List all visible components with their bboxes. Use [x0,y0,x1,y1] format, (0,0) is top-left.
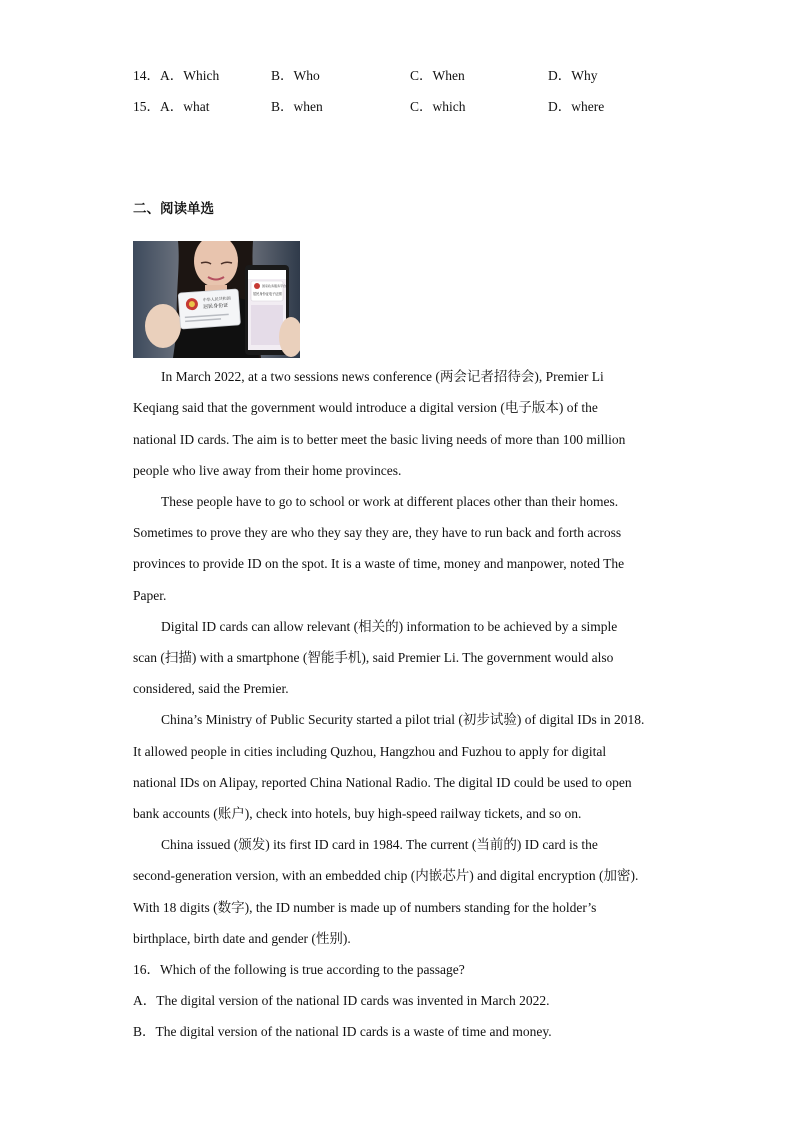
passage-line: second-generation version, with an embedded chip (内嵌芯片) and digital encryption (加密). [133,868,639,883]
question-number: 14． [133,68,160,83]
option-b: B．when [271,99,323,114]
passage-line: considered, said the Premier. [133,681,289,696]
passage-line: provinces to provide ID on the spot. It is a waste of time, money and manpower, noted The [133,556,625,571]
passage-line: Keqiang said that the government would introduce a digital version (电子版本) of the [133,400,598,415]
passage-line: China’s Ministry of Public Security started a pilot trial (初步试验) of digital IDs in 2018. [161,712,645,727]
question-16-option-b: B．The digital version of the national ID cards is a waste of time and money. [133,1024,552,1039]
passage-line: scan (扫描) with a smartphone (智能手机), said Premier Li. The government would also [133,650,614,665]
card-name-text: 居民身份证 [202,302,229,311]
question-16-stem: 16．Which of the following is true according to the passage? [133,962,465,977]
phone-platform-text: 国家政务服务平台 [262,284,287,288]
question-number: 15． [133,99,160,114]
option-c: C．When [410,68,465,83]
passage-line: Paper. [133,588,167,603]
passage-line: national IDs on Alipay, reported China National Radio. The digital ID could be used to open [133,775,632,790]
passage-line: national ID cards. The aim is to better meet the basic living needs of more than 100 million [133,432,626,447]
question-16-option-a: A．The digital version of the national ID cards was invented in March 2022. [133,993,550,1008]
passage-line: With 18 digits (数字), the ID number is made up of numbers standing for the holder’s [133,900,597,915]
option-a: A．Which [160,68,220,83]
option-c: C．which [410,99,466,114]
section-heading: 二、阅读单选 [133,201,214,217]
passage-line: birthplace, birth date and gender (性别). [133,931,351,946]
option-d: D．where [548,99,605,114]
phone-license-text: 居民身份证电子证照 [253,292,282,296]
passage-line: It allowed people in cities including Quzhou, Hangzhou and Fuzhou to apply for digital [133,744,607,759]
passage-line: Sometimes to prove they are who they say they are, they have to run back and forth across [133,525,622,540]
option-d: D．Why [548,68,598,83]
passage-line: These people have to go to school or work at different places other than their homes. [161,494,619,509]
id-card-photo [133,241,300,358]
passage-line: bank accounts (账户), check into hotels, buy high-speed railway tickets, and so on. [133,806,582,821]
option-b: B．Who [271,68,320,83]
card-title-text: 中华人民共和国 [202,295,231,303]
passage-line: people who live away from their home provinces. [133,463,402,478]
passage-line: In March 2022, at a two sessions news conference (两会记者招待会), Premier Li [161,369,604,384]
passage-line: China issued (颁发) its first ID card in 1984. The current (当前的) ID card is the [161,837,598,852]
option-a: A．what [160,99,210,114]
passage-line: Digital ID cards can allow relevant (相关的) information to be achieved by a simple [161,619,618,634]
